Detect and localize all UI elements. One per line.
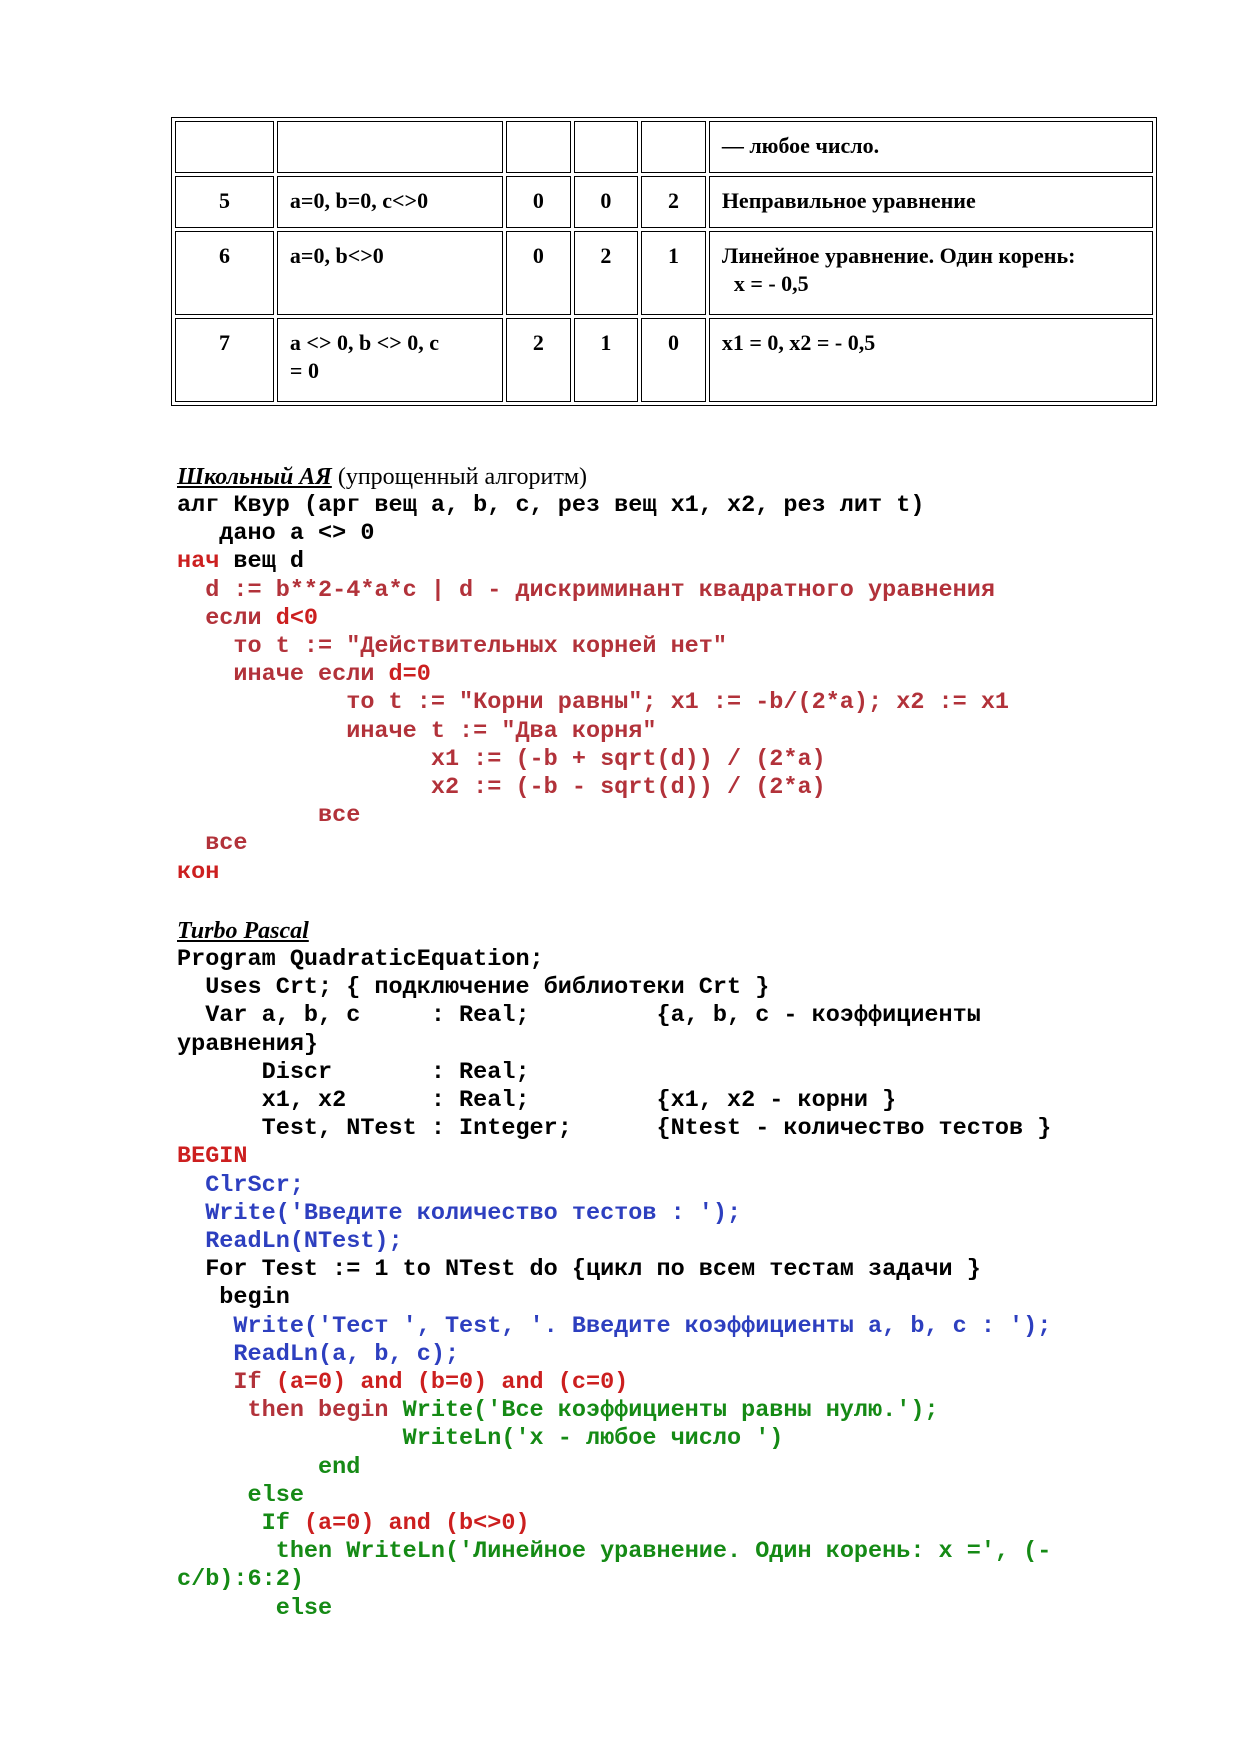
case-a: 2: [506, 318, 571, 402]
case-a: [506, 121, 571, 173]
case-b: 2: [574, 231, 639, 315]
code-line: Discr : Real;: [177, 1058, 530, 1086]
code-line: Uses Crt; { подключение библиотеки Crt }: [177, 974, 770, 1002]
code-line: x1 := (-b + sqrt(d)) / (2*a): [177, 745, 826, 773]
code-line: ReadLn(NTest);: [177, 1228, 403, 1256]
case-result-line1: Линейное уравнение. Один корень:: [721, 243, 1076, 268]
code-line: else: [177, 1481, 304, 1509]
code-line: то t := "Корни равны"; x1 := -b/(2*a); x2 := x1: [177, 689, 1010, 717]
case-condition: a=0, b=0, c<>0: [277, 176, 503, 228]
code-line: ReadLn(a, b, c);: [177, 1340, 460, 1368]
case-c: 2: [641, 176, 706, 228]
school-heading: [177, 464, 587, 491]
table-row: [175, 318, 1153, 402]
code-line: иначе если: [177, 661, 389, 689]
cases-table: [171, 117, 1157, 406]
code-line: d := b**2-4*a*c | d - дискриминант квадратного уравнения: [177, 576, 995, 604]
pascal-heading: [177, 918, 309, 945]
code-line: дано a <> 0: [177, 520, 375, 548]
code-line: else: [177, 1594, 333, 1622]
case-b: 0: [574, 176, 639, 228]
code-line: x1, x2 : Real; {x1, x2 - корни }: [177, 1087, 897, 1115]
code-line: BEGIN: [177, 1143, 248, 1171]
code-line: then begin: [177, 1397, 403, 1425]
code-line: вещ d: [219, 548, 304, 576]
table-row: [175, 121, 1153, 173]
pascal-code: [177, 946, 1051, 1623]
school-title: Школьный АЯ: [177, 464, 332, 490]
case-result: — любое число.: [709, 121, 1153, 173]
code-line: If: [177, 1510, 304, 1538]
case-c: [641, 121, 706, 173]
code-line: ClrScr;: [177, 1171, 304, 1199]
code-line: c/b):6:2): [177, 1566, 304, 1594]
code-line: то t := "Действительных корней нет": [177, 633, 727, 661]
school-subtitle: (упрощенный алгоритм): [331, 464, 588, 490]
case-b: 1: [574, 318, 639, 402]
case-number: 6: [175, 231, 274, 315]
code-line: иначе t := "Два корня": [177, 717, 657, 745]
code-line: If: [177, 1369, 276, 1397]
code-line: d=0: [388, 661, 431, 689]
case-c: 1: [641, 231, 706, 315]
case-number: 5: [175, 176, 274, 228]
code-line: все: [177, 830, 248, 858]
code-line: Var a, b, c : Real; {a, b, c - коэффициенты: [177, 1002, 981, 1030]
code-line: Write('Все коэффициенты равны нулю.');: [402, 1397, 939, 1425]
code-line: x2 := (-b - sqrt(d)) / (2*a): [177, 774, 826, 802]
code-line: уравнения}: [177, 1030, 319, 1058]
case-number: 7: [175, 318, 274, 402]
code-line: все: [177, 802, 361, 830]
case-a: 0: [506, 176, 571, 228]
code-line: алг Квур (арг вещ a, b, c, рез вещ x1, x2, рез лит t): [177, 492, 925, 519]
table-row: [175, 231, 1153, 315]
pascal-title: Turbo Pascal: [177, 918, 309, 944]
code-line: then: [177, 1538, 347, 1566]
code-line: Write('Тест ', Test, '. Введите коэффициенты a, b, c : ');: [177, 1312, 1052, 1340]
case-condition-line2: = 0: [289, 358, 319, 383]
code-line: если: [177, 604, 276, 632]
code-line: Program QuadraticEquation;: [177, 946, 544, 973]
code-line: (a=0) and (b<>0): [303, 1510, 530, 1538]
case-result-line2: x = - 0,5: [733, 271, 809, 296]
code-line: WriteLn('Линейное уравнение. Один корень: x =', (-: [346, 1538, 1052, 1566]
code-line: Test, NTest : Integer; {Ntest - количество тестов }: [177, 1115, 1052, 1143]
code-line: d<0: [275, 604, 319, 632]
table-row: [175, 176, 1153, 228]
case-result: Неправильное уравнение: [709, 176, 1153, 228]
case-number: [175, 121, 274, 173]
case-a: 0: [506, 231, 571, 315]
code-line: кон: [177, 858, 220, 886]
case-b: [574, 121, 639, 173]
case-condition: a=0, b<>0: [277, 231, 503, 315]
code-line: For Test := 1 to NTest do {цикл по всем тестам задачи }: [177, 1256, 981, 1284]
case-result: [709, 231, 1153, 315]
code-line: Write('Введите количество тестов : ');: [177, 1199, 742, 1227]
case-condition-line1: a <> 0, b <> 0, c: [289, 330, 440, 355]
school-code: [177, 492, 1009, 887]
code-line: end: [177, 1453, 361, 1481]
code-line: (a=0) and (b=0) and (c=0): [275, 1369, 629, 1397]
case-condition: [277, 318, 503, 402]
case-condition: [277, 121, 503, 173]
code-line: WriteLn('x - любое число '): [177, 1425, 784, 1453]
code-line: begin: [177, 1284, 290, 1312]
case-c: 0: [641, 318, 706, 402]
code-keyword: нач: [177, 548, 220, 576]
case-result: x1 = 0, x2 = - 0,5: [709, 318, 1153, 402]
